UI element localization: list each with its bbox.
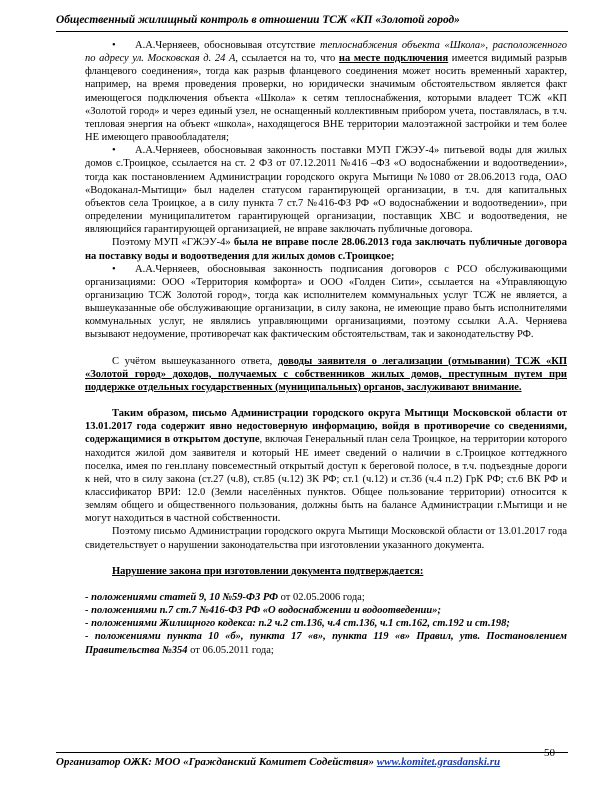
header-divider	[56, 31, 568, 32]
emphasis-connection-site: на месте подключения	[338, 53, 449, 65]
list-item-resolution-354: - положениями пункта 10 «б», пункта 17 «в», пункта 119 «в» Правил, утв. Постановлением Правительства №354 от 06.05.2011 года;	[85, 631, 567, 656]
list-item-law-59: - положениями статей 9, 10 №59-ФЗ РФ от 02.05.2006 года;	[85, 591, 365, 603]
violation-heading: Нарушение закона при изготовлении документа подтверждается:	[112, 565, 424, 577]
list-item-housing-code: - положениями Жилищного кодекса: п.2 ч.2 ст.136, ч.4 ст.136, ч.1 ст.162, ст.192 и ст.198;	[85, 618, 510, 630]
footer-organizer: Организатор ОЖК: МОО «Гражданский Комитет Содействия»	[56, 756, 377, 768]
list-item-law-416: - положениями п.7 ст.7 №416-ФЗ РФ «О водоснабжении и водоотведении»;	[85, 605, 441, 617]
page-header-title: Общественный жилищный контроль в отношении ТСЖ «КП «Золотой город»	[56, 14, 460, 26]
paragraph-school-heating: • А.А.Черняеев, обосновывая отсутствие теплоснабжения объекта «Школа», расположенного по адресу ул. Московская д. 24 А, ссылается на то, что на месте подключения имеется видимый разрыв фланцевого соединения», тогда как разрыв фланцевого соединения может носить временный характер, например, на время проведения проверки, но юридически значимым обстоятельством является факт имеющегося подключения объекта «Школа» к сетям теплоснабжения, которыми владеет ТСЖ «КП «Золотой город» и через единый узел, не оснащенный коллективным прибором учета, поставлялась, в т.ч. тепловая энергия на объект «школа», находящегося ВНЕ территории малоэтажной застройки и тем более НЕ имеющего правообладателя;	[85, 40, 568, 144]
paragraph-rso-contracts: • А.А.Черняеев, обосновывая законность подписания договоров с РСО обслуживающими организациями: ООО «Территория комфорта» и ООО «Голден Сити», ссылается на «Управляющую организацию ТСЖ Золотой город», тогда как исполнителем коммунальных услуг ТСЖ не является, а вышеуказанные обе обслуживающие организации, в силу закона, не имеющие право быть исполнителями коммунальных услуг, не являлись управляющими организациями, поэтому ссылки А.А. Черняева вызывают недоумение, противоречат как фактическим обстоятельствам, так и законодательству РФ.	[85, 263, 567, 341]
bullet-icon: •	[112, 145, 116, 157]
paragraph-administration-letter: Таким образом, письмо Администрации городского округа Мытищи Московской области от 13.01.2017 года содержит явно недостоверную информацию, войдя в противоречие со сведениями, содержащимися в открытом доступе, включая Генеральный план села Троицкое, на территории которого находится жилой дом заявителя и который НЕ имеет сведений о наличии в с.Троицкое коттеджного поселка, имея по ген.плану повсеместный открытый доступ к береговой полосе, в т.ч. подъездные дороги к ней, что в силу закона (ст.27 (ч.8), ст.85 (ч.12) ЗК РФ; ст.1 (ч.12) и ст.36 (ч.4 п.2) ГрК РФ; ст.6 ВК РФ и классификатор ВРИ: 12.0 (Земли населённых пунктов. Общее пользование территории) относится к землям общего и общественного пользования, должны быть на балансе Администрации г.Мытищи и не могут находиться в частной собственности.	[85, 408, 567, 525]
bullet-icon: •	[112, 40, 116, 51]
footer-website-link[interactable]: www.komitet.grasdanski.ru	[376, 756, 501, 768]
bullet-icon: •	[112, 263, 116, 275]
paragraph-conclusion-mup: Поэтому МУП «ГЖЭУ-4» была не вправе после 28.06.2013 года заключать публичные договора на поставку воды и водоотведения для жилых домов с.Троицкое;	[85, 237, 567, 262]
paragraph-letter-violation: Поэтому письмо Администрации городского округа Мытищи Московской области от 13.01.2017 года свидетельствует о нарушении законодательства при изготовлении указанного документа.	[85, 526, 567, 551]
document-body	[85, 39, 567, 657]
paragraph-water-supply: • А.А.Черняеев, обосновывая законность поставки МУП ГЖЭУ-4» питьевой воды для жилых домов с.Троицкое, ссылается на ст. 2 ФЗ от 07.12.2011 №416 –ФЗ «О водоснабжении и водоотведении», тогда как постановлением Администрации городского округа Мытищи №1080 от 28.06.2013 года, ОАО «Водоканал-Мытищи» был наделен статусом гарантирующей организации, в т.ч. для капитальных объектов села Троицкое, а в силу пункта 7 ст.7 №416-ФЗ РФ «О водоснабжении и водоотведении», при определении муниципалитетом гарантирующей организации, поставщик ХВС и водоотведения, не являющийся гарантирующей организацией, не вправе заключать публичные договора.	[85, 145, 567, 236]
page-number: 50	[544, 747, 555, 759]
footer-divider	[56, 752, 568, 753]
paragraph-legalization-arguments: С учётом вышеуказанного ответа, доводы заявителя о легализации (отмывании) ТСЖ «КП «Золотой город» доходов, получаемых с собственников жилых домов, преступным путем при поддержке отдельных государственных (муниципальных) органов, заслуживают внимание.	[85, 355, 567, 393]
page-footer	[56, 756, 568, 768]
